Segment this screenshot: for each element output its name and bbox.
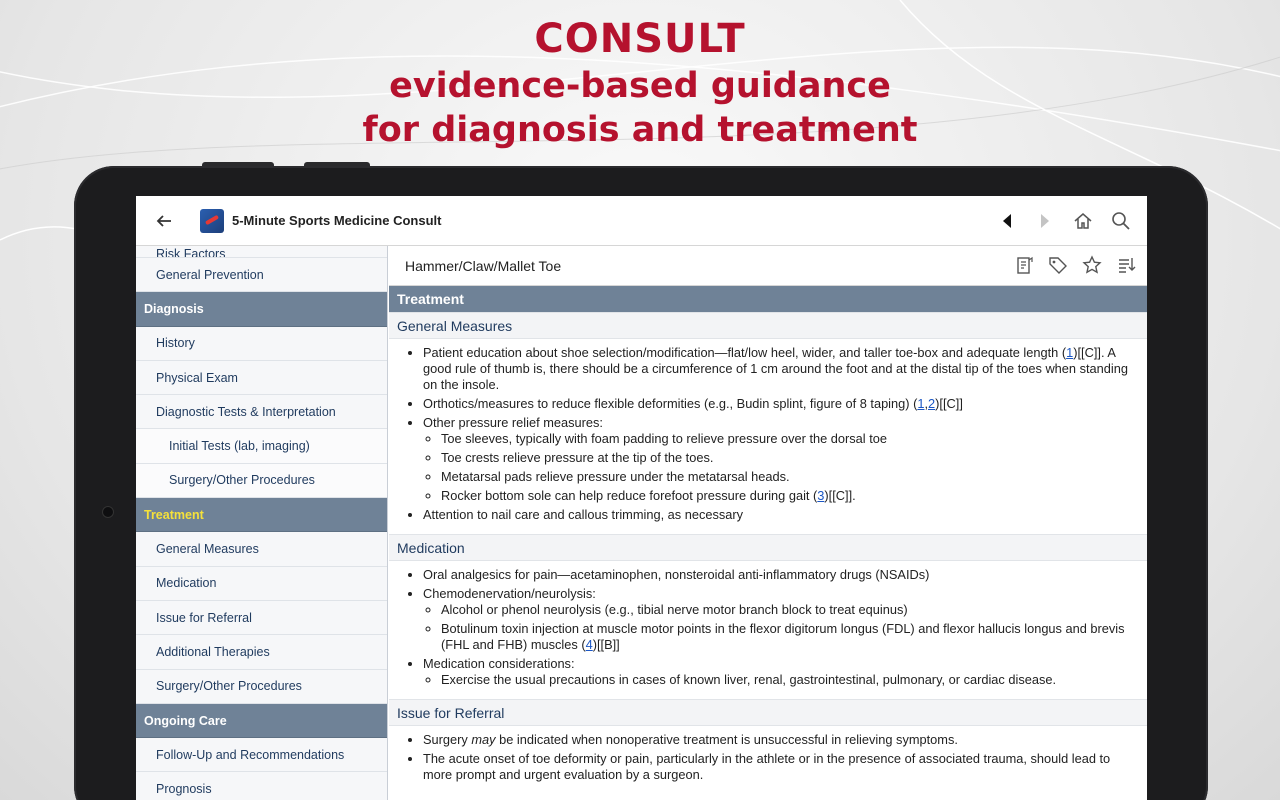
list-item: • Patient education about shoe selection/modification—flat/low heel, wider, and taller toe-box and adequate length (1)[[C]]. A good rule of thumb is, there should be a circumference of 1 cm around the foot and at the distal tip of the toes when standing on the insole. bbox=[423, 345, 1131, 393]
reference-link[interactable]: 1 bbox=[917, 396, 925, 411]
sidebar-item-label: Surgery/Other Procedures bbox=[156, 679, 302, 694]
triangle-right-icon bbox=[1039, 213, 1051, 229]
tablet-camera bbox=[103, 507, 113, 517]
general-measures-body bbox=[389, 339, 1147, 534]
sidebar-item-history[interactable] bbox=[136, 327, 387, 361]
headline-subtitle-line1: evidence-based guidance bbox=[389, 66, 891, 106]
topic-content bbox=[389, 246, 1147, 800]
outline-button[interactable] bbox=[1115, 254, 1137, 276]
home-button[interactable] bbox=[1071, 209, 1095, 233]
back-button[interactable] bbox=[136, 196, 192, 246]
list-item: • Orthotics/measures to reduce flexible deformities (e.g., Budin splint, figure of 8 taping) (1,2)[[C]] bbox=[423, 396, 1131, 412]
sidebar-item-medication[interactable] bbox=[136, 567, 387, 601]
sidebar-item-label: General Measures bbox=[156, 542, 259, 557]
sort-icon bbox=[1116, 255, 1136, 275]
next-topic-button[interactable] bbox=[1033, 209, 1057, 233]
app-bar bbox=[136, 196, 1147, 246]
app-logo-icon bbox=[200, 209, 224, 233]
sidebar-item-label: Additional Therapies bbox=[156, 644, 270, 659]
list-subitem: ◦ Alcohol or phenol neurolysis (e.g., tibial nerve motor branch block to treat equinus) bbox=[441, 602, 1131, 618]
sidebar-item-label: Physical Exam bbox=[156, 370, 238, 385]
triangle-left-icon bbox=[1001, 213, 1013, 229]
list-item: • Medication considerations: ◦ Exercise the usual precautions in cases of known liver, renal, gastrointestinal, pulmonary, or cardiac disease. bbox=[423, 656, 1131, 688]
home-icon bbox=[1073, 211, 1093, 231]
sidebar-item-general-prevention[interactable] bbox=[136, 258, 387, 292]
tag-icon bbox=[1048, 255, 1068, 275]
prev-topic-button[interactable] bbox=[995, 209, 1019, 233]
headline-title: CONSULT bbox=[534, 16, 746, 62]
list-subitem: ◦ Rocker bottom sole can help reduce forefoot pressure during gait (3)[[C]]. bbox=[441, 488, 1131, 504]
headline-subtitle-line2: for diagnosis and treatment bbox=[362, 110, 918, 150]
sidebar-section-label: Ongoing Care bbox=[144, 713, 227, 728]
reference-link[interactable]: 2 bbox=[928, 396, 936, 411]
subsection-title-medication: Medication bbox=[389, 534, 1147, 561]
sidebar-item-additional-therapies[interactable] bbox=[136, 635, 387, 669]
search-button[interactable] bbox=[1109, 209, 1133, 233]
notes-button[interactable] bbox=[1013, 254, 1035, 276]
sidebar-item-risk-factors[interactable] bbox=[136, 246, 387, 258]
sidebar-item-follow-up[interactable] bbox=[136, 738, 387, 772]
sidebar-item-label: General Prevention bbox=[156, 267, 264, 282]
sidebar-item-label: Medication bbox=[156, 576, 217, 591]
sidebar-section-label: Treatment bbox=[144, 507, 204, 522]
sidebar-item-treatment-surgery[interactable] bbox=[136, 670, 387, 704]
search-icon bbox=[1111, 211, 1131, 231]
section-title-treatment: Treatment bbox=[389, 286, 1147, 312]
topic-tools bbox=[1013, 254, 1137, 276]
star-icon bbox=[1082, 255, 1102, 275]
notes-icon bbox=[1014, 255, 1034, 275]
subsection-title-general-measures: General Measures bbox=[389, 312, 1147, 339]
sidebar-item-initial-tests[interactable] bbox=[136, 429, 387, 463]
sidebar-item-label: Prognosis bbox=[156, 782, 212, 797]
reference-link[interactable]: 4 bbox=[585, 637, 593, 652]
tag-button[interactable] bbox=[1047, 254, 1069, 276]
list-item: • Oral analgesics for pain—acetaminophen, nonsteroidal anti-inflammatory drugs (NSAIDs) bbox=[423, 567, 1131, 583]
sidebar-item-label: Surgery/Other Procedures bbox=[169, 473, 315, 488]
sidebar-item-label: History bbox=[156, 336, 195, 351]
sidebar-section-diagnosis[interactable] bbox=[136, 292, 387, 326]
sidebar-nav bbox=[136, 246, 388, 800]
sidebar-item-label: Follow-Up and Recommendations bbox=[156, 747, 345, 762]
sidebar-item-diagnostic-tests[interactable] bbox=[136, 395, 387, 429]
app-screen bbox=[136, 196, 1147, 800]
sidebar-item-label: Risk Factors bbox=[156, 247, 226, 258]
topic-header bbox=[389, 246, 1147, 286]
list-item: • Other pressure relief measures: ◦ Toe sleeves, typically with foam padding to relieve pressure over the dorsal toe ◦ Toe crests relieve pressure at the tip of the toes. ◦ Metatarsal pads relieve pressure under the metatarsal heads. ◦ Rocker bottom sole can help reduce forefoot pressure during gait (3)[[C]]. bbox=[423, 415, 1131, 504]
list-subitem: ◦ Toe sleeves, typically with foam padding to relieve pressure over the dorsal toe bbox=[441, 431, 1131, 447]
arrow-left-icon bbox=[156, 213, 172, 229]
app-bar-actions bbox=[995, 196, 1133, 246]
sidebar-item-general-measures[interactable] bbox=[136, 532, 387, 566]
list-subitem: ◦ Exercise the usual precautions in cases of known liver, renal, gastrointestinal, pulmonary, or cardiac disease. bbox=[441, 672, 1131, 688]
medication-body bbox=[389, 561, 1147, 699]
sidebar-item-issue-for-referral[interactable] bbox=[136, 601, 387, 635]
marketing-headline bbox=[0, 14, 1280, 152]
sidebar-item-label: Issue for Referral bbox=[156, 610, 252, 625]
sidebar-section-treatment[interactable] bbox=[136, 498, 387, 532]
referral-body bbox=[389, 726, 1147, 794]
sidebar-item-physical-exam[interactable] bbox=[136, 361, 387, 395]
favorite-button[interactable] bbox=[1081, 254, 1103, 276]
list-subitem: ◦ Toe crests relieve pressure at the tip of the toes. bbox=[441, 450, 1131, 466]
reference-link[interactable]: 1 bbox=[1066, 345, 1074, 360]
subsection-title-issue-for-referral: Issue for Referral bbox=[389, 699, 1147, 726]
list-item: • The acute onset of toe deformity or pain, particularly in the athlete or in the presence of associated trauma, should lead to more prompt and urgent evaluation by a surgeon. bbox=[423, 751, 1131, 783]
reference-link[interactable]: 3 bbox=[817, 488, 825, 503]
app-title: 5-Minute Sports Medicine Consult bbox=[232, 213, 442, 228]
list-subitem: ◦ Metatarsal pads relieve pressure under the metatarsal heads. bbox=[441, 469, 1131, 485]
sidebar-section-label: Diagnosis bbox=[144, 301, 204, 316]
list-item: • Chemodenervation/neurolysis: ◦ Alcohol or phenol neurolysis (e.g., tibial nerve motor branch block to treat equinus) ◦ Botulinum toxin injection at muscle motor points in the flexor digitorum longus (FDL) and flexor hallucis longus and brevis (FHL and FHB) muscles (4)[[B]] bbox=[423, 586, 1131, 653]
list-subitem: ◦ Botulinum toxin injection at muscle motor points in the flexor digitorum longus (FDL) and flexor hallucis longus and brevis (FHL and FHB) muscles (4)[[B]] bbox=[441, 621, 1131, 653]
sidebar-section-ongoing-care[interactable] bbox=[136, 704, 387, 738]
sidebar-item-diagnosis-surgery[interactable] bbox=[136, 464, 387, 498]
sidebar-item-label: Initial Tests (lab, imaging) bbox=[169, 439, 310, 454]
list-item: • Surgery may be indicated when nonoperative treatment is unsuccessful in relieving symptoms. bbox=[423, 732, 1131, 748]
sidebar-item-prognosis[interactable] bbox=[136, 772, 387, 800]
sidebar-item-label: Diagnostic Tests & Interpretation bbox=[156, 404, 336, 419]
topic-title: Hammer/Claw/Mallet Toe bbox=[405, 257, 562, 274]
list-item: • Attention to nail care and callous trimming, as necessary bbox=[423, 507, 1131, 523]
